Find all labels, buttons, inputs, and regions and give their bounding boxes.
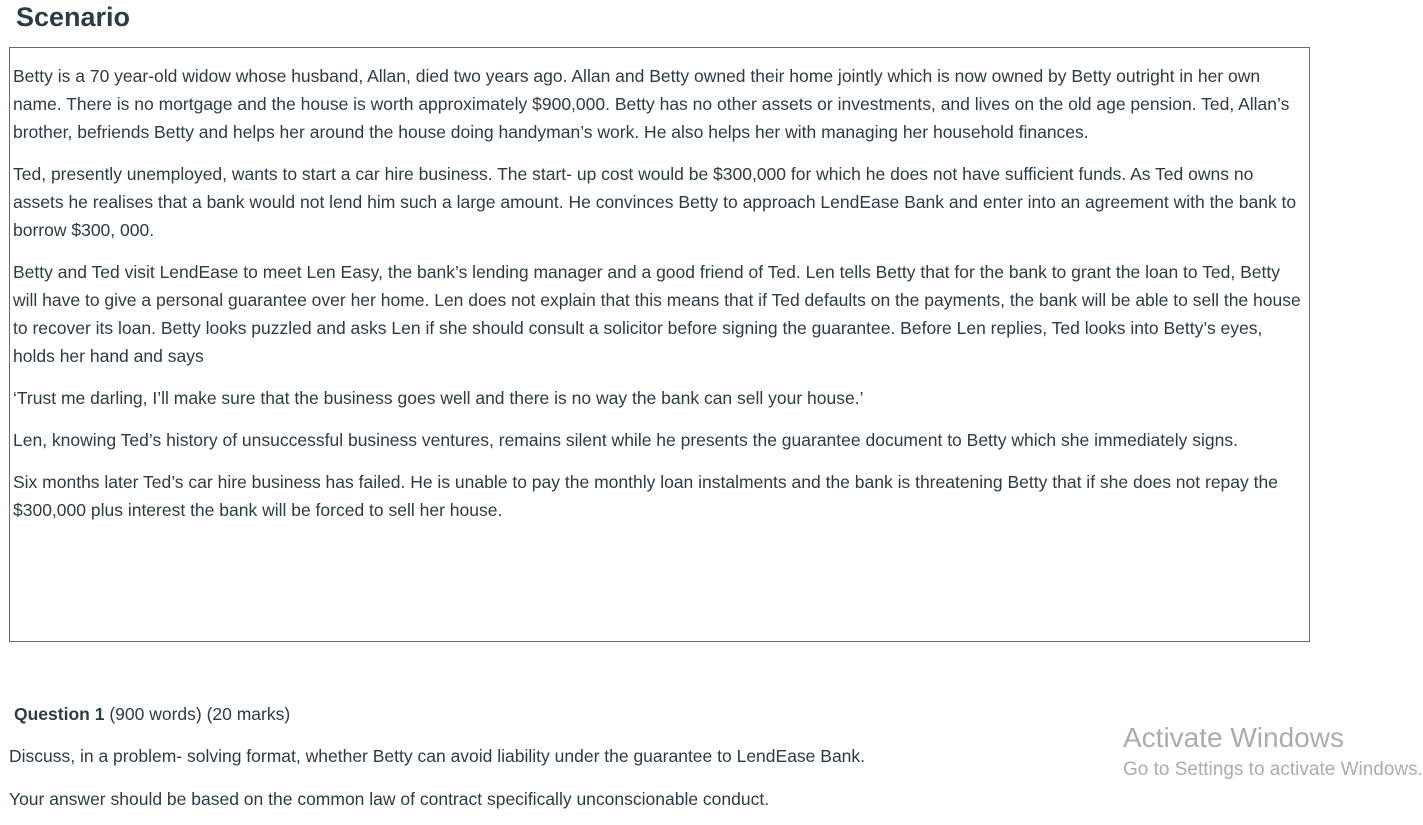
scenario-paragraph-5: Len, knowing Ted’s history of unsuccessful business ventures, remains silent while he presents the guarantee document to Betty which she immediately signs. (13, 430, 1239, 450)
scenario-title: Scenario (16, 2, 131, 32)
watermark-subtitle: Go to Settings to activate Windows. (1123, 759, 1423, 780)
scenario-paragraph-4: ‘Trust me darling, I’ll make sure that the business goes well and there is no way the bank can sell your house.’ (13, 388, 864, 408)
scenario-paragraph-2: Ted, presently unemployed, wants to start a car hire business. The start- up cost would be $300,000 for which he does not have sufficient funds. As Ted owns no assets he realises that a bank would not lend him such a large amount. He convinces Betty to approach LendEase Bank and enter into an agreement with the bank to borrow $300, 000. (13, 164, 1297, 240)
scenario-paragraph-1: Betty is a 70 year-old widow whose husband, Allan, died two years ago. Allan and Betty owned their home jointly which is now owned by Betty outright in her own name. There is no mortgage and the house is worth approximately $900,000. Betty has no other assets or investments, and lives on the old age pension. Ted, Allan’s brother, befriends Betty and helps her around the house doing handyman’s work. He also helps her with managing her household finances. (13, 66, 1290, 142)
question-details: (900 words) (20 marks) (109, 704, 291, 724)
question-text: Discuss, in a problem- solving format, whether Betty can avoid liability under the guarantee to LendEase Bank. (9, 746, 866, 766)
watermark-title: Activate Windows (1123, 722, 1344, 753)
question-heading (14, 700, 290, 728)
scenario-paragraph-6: Six months later Ted’s car hire business has failed. He is unable to pay the monthly loan instalments and the bank is threatening Betty that if she does not repay the $300,000 plus interest the bank will be forced to sell her house. (13, 472, 1278, 520)
question-instruction: Your answer should be based on the common law of contract specifically unconscionable conduct. (9, 789, 770, 809)
question-label: Question 1 (14, 704, 105, 724)
scenario-paragraph-3: Betty and Ted visit LendEase to meet Len Easy, the bank’s lending manager and a good friend of Ted. Len tells Betty that for the bank to grant the loan to Ted, Betty will have to give a personal guarantee over her home. Len does not explain that this means that if Ted defaults on the payments, the bank will be able to sell the house to recover its loan. Betty looks puzzled and asks Len if she should consult a solicitor before signing the guarantee. Before Len replies, Ted looks into Betty’s eyes, holds her hand and says (13, 262, 1301, 366)
activate-windows-watermark (1123, 720, 1423, 784)
scenario-box (9, 47, 1310, 642)
